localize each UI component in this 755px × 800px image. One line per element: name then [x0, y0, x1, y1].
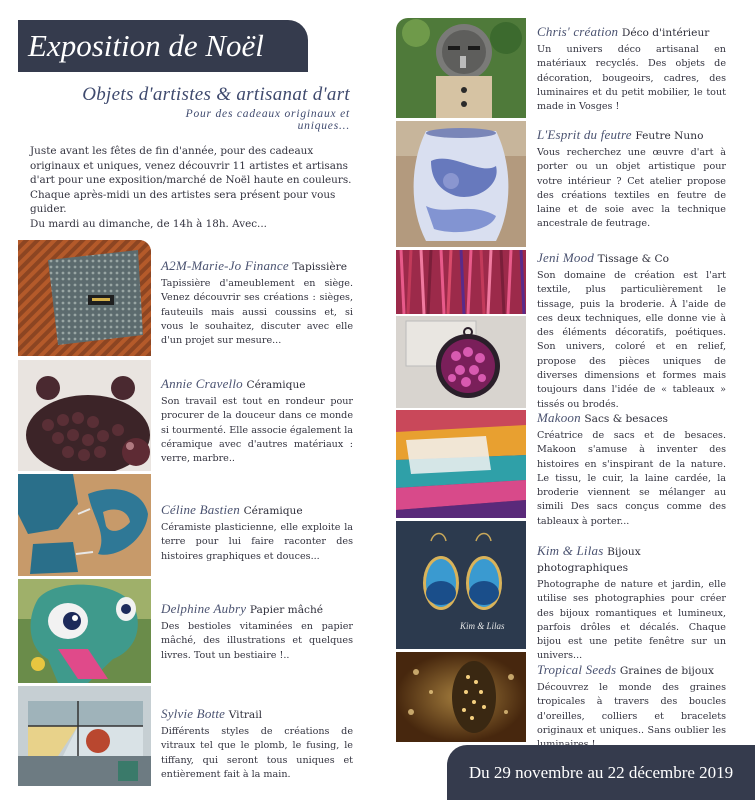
embroidery-image: [396, 316, 526, 408]
artist-heading: [161, 502, 353, 519]
artist-entry: [396, 18, 726, 120]
artist-heading: [537, 127, 726, 144]
artist-trade: Bijoux photographiques: [537, 546, 641, 574]
artist-heading: [537, 662, 726, 679]
artist-name: Sylvie Botte: [161, 706, 226, 721]
felt-vase-image: [396, 121, 526, 247]
artist-trade: Feutre Nuno: [635, 130, 704, 142]
artist-name: Jeni Mood: [537, 250, 595, 265]
artist-name: A2M-Marie-Jo Finance: [161, 258, 289, 273]
artist-description: Créatrice de sacs et de besaces. Makoon s'amuse à inventer des histoires en s'inspirant de la nature. Le tissu, le cuir, la laine cardée, la broderie viennent se mélanger au simili Des sacs conçus comme des tableaux à porter...: [537, 430, 726, 527]
intro-text: [30, 144, 352, 232]
artist-heading: [161, 258, 353, 275]
intro-paragraph: Du mardi au dimanche, de 14h à 18h. Avec...: [30, 217, 267, 230]
lamp-image: [396, 652, 526, 742]
artist-trade: Tissage & Co: [597, 253, 669, 265]
artist-entry: [396, 121, 726, 249]
weaving-image: [396, 250, 526, 314]
artist-name: Annie Cravello: [161, 376, 243, 391]
blue-ceramic-image: [18, 474, 151, 576]
page-title: Exposition de Noël: [28, 28, 264, 63]
intro-paragraph: Chaque après-midi un des artistes sera présent pour vous guider.: [30, 188, 336, 216]
artist-trade: Céramique: [246, 379, 306, 391]
date-banner: [447, 745, 755, 800]
artist-trade: Papier mâché: [249, 604, 324, 616]
artist-entry: [18, 360, 353, 473]
artist-heading: [537, 24, 726, 41]
artist-trade: Vitrail: [228, 709, 262, 721]
artist-heading: [161, 376, 353, 393]
artist-description: Des bestioles vitaminées en papier mâché, des illustrations et quelques livres. Tout un bestiaire !..: [161, 621, 353, 661]
artist-entry: [396, 410, 726, 527]
cushion-image: [18, 240, 151, 356]
artist-description: Un univers déco artisanal en matériaux recyclés. Des objets de décoration, bougeoirs, cadres, des luminaires et du petit mobilier, le tout made in Vosges !: [537, 44, 726, 113]
artist-entry: [18, 474, 353, 578]
image-signature: Kim & Lilas: [460, 621, 505, 631]
artist-name: Delphine Aubry: [161, 601, 247, 616]
earrings-image: [396, 521, 526, 649]
artist-entry: [18, 579, 353, 685]
artist-name: Céline Bastien: [161, 502, 240, 517]
artist-heading: [537, 410, 726, 427]
page-tagline: Pour des cadeaux originaux et uniques...: [185, 108, 350, 132]
artist-description: Tapissière d'ameublement en siège. Venez découvrir ses créations : sièges, fauteuils mais aussi coussins et, si vous le souhaitez, discuter avec elle d'un projet sur mesure...: [161, 278, 353, 347]
artist-name: L'Esprit du feutre: [537, 127, 632, 142]
artist-entry: [18, 686, 353, 800]
exhibition-dates: Du 29 novembre au 22 décembre 2019: [468, 763, 734, 782]
artist-entry: [396, 652, 726, 744]
stained-glass-image: [18, 686, 151, 786]
artist-trade: Déco d'intérieur: [621, 27, 710, 39]
artist-trade: Sacs & besaces: [584, 413, 668, 425]
recycled-figure-image: [396, 18, 526, 118]
artist-name: Tropical Seeds: [537, 662, 617, 677]
artist-description: Découvrez le monde des graines tropicales à travers des boucles d'oreilles, colliers et bracelets originaux et uniques.. Sans oublier les: [537, 682, 726, 736]
artist-name: Chris' création: [537, 24, 619, 39]
artist-name: Makoon: [537, 410, 581, 425]
bags-image: [396, 410, 526, 518]
papier-mache-image: [18, 579, 151, 683]
artist-entry: [396, 250, 726, 408]
artist-description: Céramiste plasticienne, elle exploite la terre pour lui faire raconter des histoires graphiques et douces...: [161, 522, 353, 562]
artist-description: Différents styles de créations de vitraux tel que le plomb, le fusing, le tiffany, qui seront tous uniques et entièrement fait à la main.: [161, 726, 353, 780]
artist-trade: Tapissière: [292, 261, 347, 273]
ceramic-beads-image: [18, 360, 151, 471]
artist-description: Photographe de nature et jardin, elle utilise ses photographies pour créer des bijoux romantiques et lumineux, parfois drôles et décalés. Chaque bijou est une petite fenêtre sur un univers...: [537, 579, 726, 662]
artist-name: Kim & Lilas: [537, 543, 604, 558]
intro-paragraph: Juste avant les fêtes de fin d'année, pour des cadeaux originaux et uniques, venez découvrir 11 artistes et artisans d'art pour une exposition/marché de Noël haute en couleurs.: [30, 145, 352, 187]
page-subtitle: Objets d'artistes & artisanat d'art: [82, 84, 350, 105]
artist-heading: [537, 250, 726, 267]
artist-heading: [537, 543, 726, 576]
title-banner: [18, 20, 308, 72]
artist-trade: Céramique: [243, 505, 303, 517]
artist-description: Vous recherchez une œuvre d'art à porter ou un objet artistique pour votre intérieur ? Cet atelier propose des créations textiles en feutre de laine et de soie avec la technique ancestrale de feutrage.: [537, 147, 726, 230]
artist-description: Son travail est tout en rondeur pour procurer de la douceur dans ce monde si tourmenté. Elle associe également la céramique avec d'autres matériaux : verre, marbre..: [161, 396, 353, 465]
artist-entry: [396, 521, 726, 662]
artist-description: Son domaine de création est l'art textile, plus particulièrement le tissage, puis la broderie. À l'aide de ces deux techniques, elle donne vie à des éléments décoratifs, poétiques. Son univers, coloré et en relief, propose des pièces uniques de diverses dimensions et formes mais toujours dans l'idée de « tableaux » tissés ou brodés.: [537, 270, 726, 410]
artist-heading: [161, 706, 353, 723]
artist-entry: [18, 240, 353, 358]
artist-trade: Graines de bijoux: [619, 665, 715, 677]
artist-heading: [161, 601, 353, 618]
